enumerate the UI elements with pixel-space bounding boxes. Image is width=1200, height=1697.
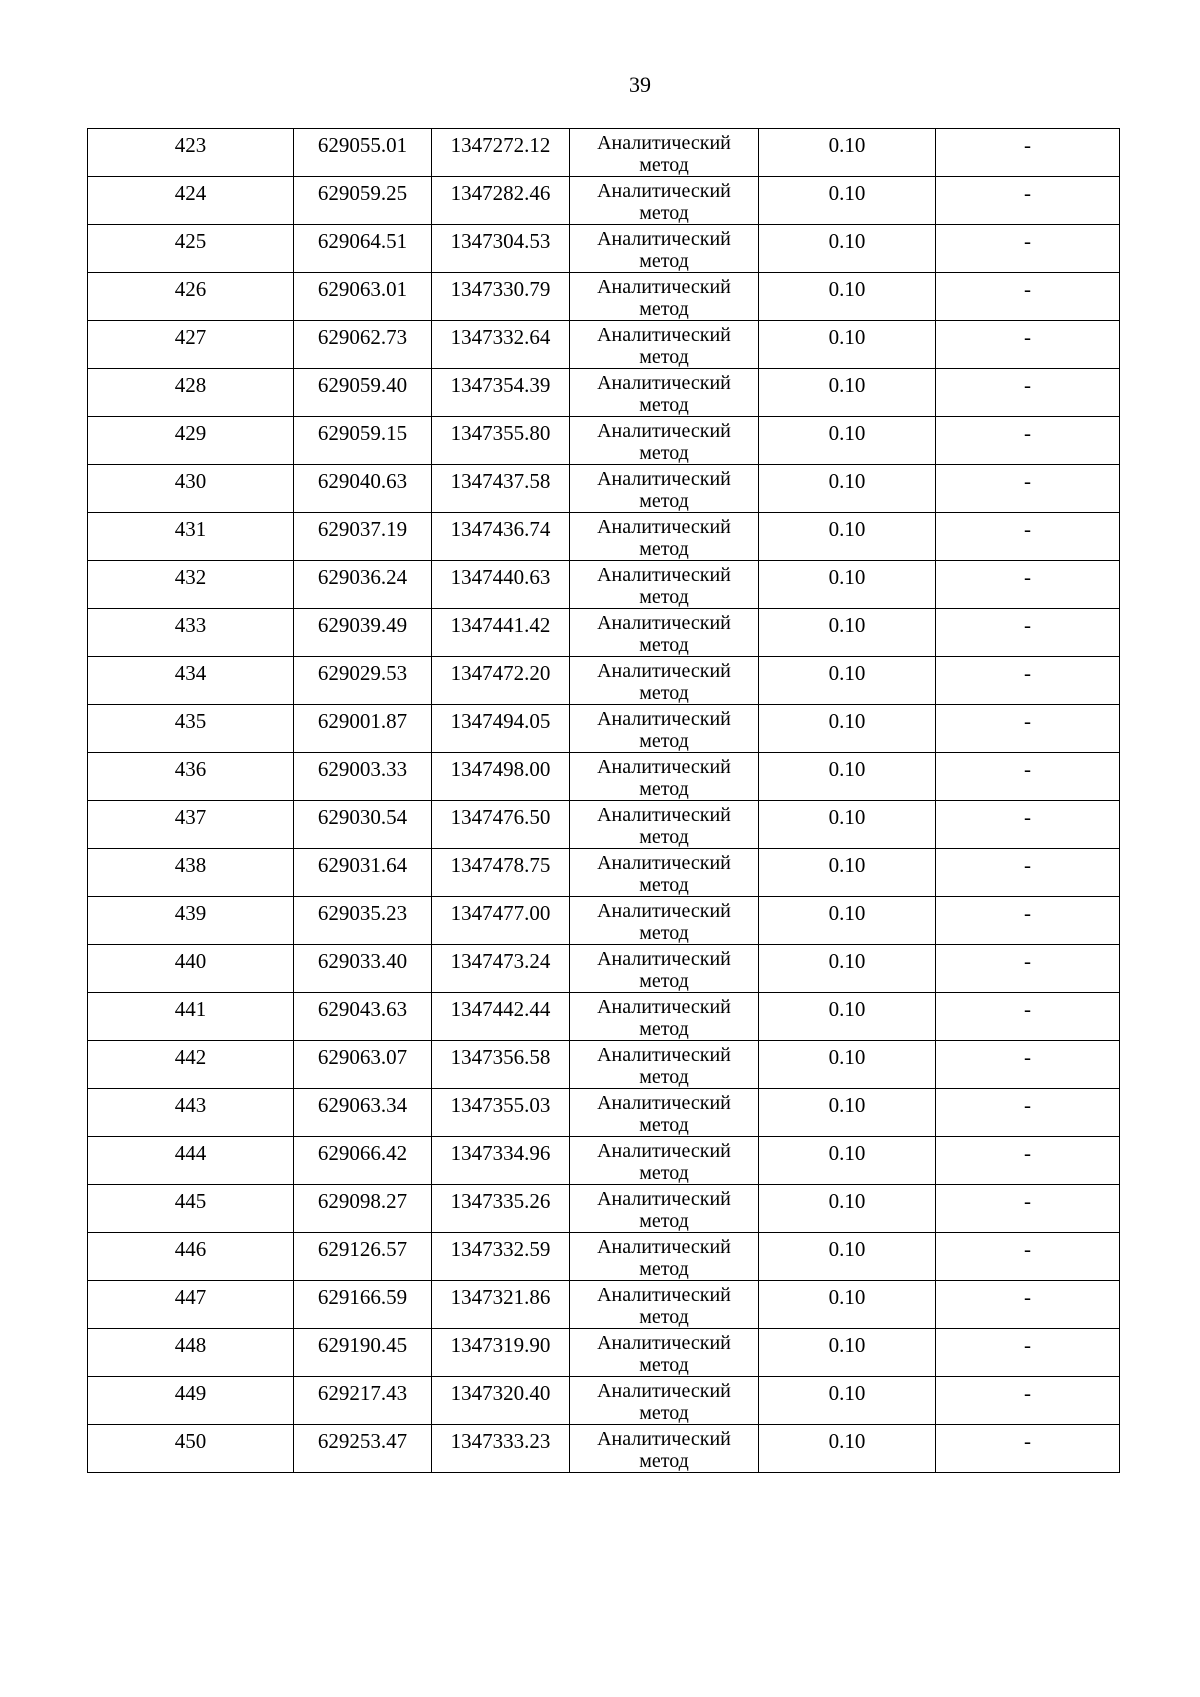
- point-number-cell: 446: [88, 1233, 294, 1281]
- note-cell: -: [936, 1233, 1120, 1281]
- y-coordinate-cell: 1347498.00: [432, 753, 570, 801]
- x-coordinate-cell: 629001.87: [294, 705, 432, 753]
- note-cell: -: [936, 273, 1120, 321]
- method-label-line2: метод: [639, 1354, 689, 1376]
- method-cell: [570, 177, 759, 225]
- method-label-line2: метод: [639, 1162, 689, 1184]
- method-label-line2: метод: [639, 1402, 689, 1424]
- x-coordinate-cell: 629003.33: [294, 753, 432, 801]
- accuracy-cell: 0.10: [759, 1185, 936, 1233]
- method-cell: [570, 1137, 759, 1185]
- method-cell: [570, 1329, 759, 1377]
- table-row: [88, 513, 1120, 561]
- y-coordinate-cell: 1347472.20: [432, 657, 570, 705]
- note-cell: -: [936, 849, 1120, 897]
- x-coordinate-cell: 629043.63: [294, 993, 432, 1041]
- method-cell: [570, 417, 759, 465]
- point-number-cell: 439: [88, 897, 294, 945]
- point-number-cell: 424: [88, 177, 294, 225]
- point-number-cell: 432: [88, 561, 294, 609]
- point-number-cell: 443: [88, 1089, 294, 1137]
- method-label-line1: Аналитический: [597, 468, 731, 490]
- accuracy-cell: 0.10: [759, 1329, 936, 1377]
- x-coordinate-cell: 629040.63: [294, 465, 432, 513]
- accuracy-cell: 0.10: [759, 1233, 936, 1281]
- method-label-line2: метод: [639, 538, 689, 560]
- table-row: [88, 561, 1120, 609]
- accuracy-cell: 0.10: [759, 225, 936, 273]
- note-cell: -: [936, 1089, 1120, 1137]
- method-cell: [570, 321, 759, 369]
- point-number-cell: 445: [88, 1185, 294, 1233]
- method-cell: [570, 609, 759, 657]
- point-number-cell: 433: [88, 609, 294, 657]
- table-row: [88, 609, 1120, 657]
- x-coordinate-cell: 629126.57: [294, 1233, 432, 1281]
- x-coordinate-cell: 629190.45: [294, 1329, 432, 1377]
- method-cell: [570, 513, 759, 561]
- method-label-line2: метод: [639, 202, 689, 224]
- method-label-line2: метод: [639, 490, 689, 512]
- y-coordinate-cell: 1347477.00: [432, 897, 570, 945]
- note-cell: -: [936, 1377, 1120, 1425]
- note-cell: -: [936, 177, 1120, 225]
- point-number-cell: 431: [88, 513, 294, 561]
- table-row: [88, 369, 1120, 417]
- accuracy-cell: 0.10: [759, 657, 936, 705]
- method-label-line2: метод: [639, 634, 689, 656]
- method-label-line1: Аналитический: [597, 660, 731, 682]
- note-cell: -: [936, 897, 1120, 945]
- x-coordinate-cell: 629059.15: [294, 417, 432, 465]
- x-coordinate-cell: 629030.54: [294, 801, 432, 849]
- y-coordinate-cell: 1347437.58: [432, 465, 570, 513]
- note-cell: -: [936, 801, 1120, 849]
- note-cell: -: [936, 1185, 1120, 1233]
- method-label-line1: Аналитический: [597, 1236, 731, 1258]
- accuracy-cell: 0.10: [759, 1137, 936, 1185]
- method-cell: [570, 561, 759, 609]
- note-cell: -: [936, 1425, 1120, 1473]
- y-coordinate-cell: 1347333.23: [432, 1425, 570, 1473]
- method-label-line1: Аналитический: [597, 276, 731, 298]
- table-row: [88, 1233, 1120, 1281]
- y-coordinate-cell: 1347332.64: [432, 321, 570, 369]
- note-cell: -: [936, 1137, 1120, 1185]
- accuracy-cell: 0.10: [759, 753, 936, 801]
- accuracy-cell: 0.10: [759, 1089, 936, 1137]
- accuracy-cell: 0.10: [759, 1377, 936, 1425]
- method-cell: [570, 801, 759, 849]
- point-number-cell: 436: [88, 753, 294, 801]
- method-label-line1: Аналитический: [597, 804, 731, 826]
- method-label-line2: метод: [639, 1450, 689, 1472]
- point-number-cell: 427: [88, 321, 294, 369]
- y-coordinate-cell: 1347473.24: [432, 945, 570, 993]
- y-coordinate-cell: 1347441.42: [432, 609, 570, 657]
- table-row: [88, 1425, 1120, 1473]
- method-cell: [570, 1377, 759, 1425]
- y-coordinate-cell: 1347440.63: [432, 561, 570, 609]
- y-coordinate-cell: 1347319.90: [432, 1329, 570, 1377]
- y-coordinate-cell: 1347320.40: [432, 1377, 570, 1425]
- table-row: [88, 273, 1120, 321]
- table-row: [88, 321, 1120, 369]
- point-number-cell: 426: [88, 273, 294, 321]
- method-cell: [570, 369, 759, 417]
- method-label-line2: метод: [639, 922, 689, 944]
- x-coordinate-cell: 629253.47: [294, 1425, 432, 1473]
- table-row: [88, 753, 1120, 801]
- table-row: [88, 993, 1120, 1041]
- point-number-cell: 449: [88, 1377, 294, 1425]
- table-row: [88, 1329, 1120, 1377]
- method-label-line2: метод: [639, 394, 689, 416]
- accuracy-cell: 0.10: [759, 1281, 936, 1329]
- method-label-line1: Аналитический: [597, 420, 731, 442]
- y-coordinate-cell: 1347476.50: [432, 801, 570, 849]
- table-row: [88, 225, 1120, 273]
- accuracy-cell: 0.10: [759, 849, 936, 897]
- x-coordinate-cell: 629059.25: [294, 177, 432, 225]
- y-coordinate-cell: 1347442.44: [432, 993, 570, 1041]
- method-cell: [570, 705, 759, 753]
- note-cell: -: [936, 369, 1120, 417]
- table-row: [88, 129, 1120, 177]
- method-cell: [570, 129, 759, 177]
- y-coordinate-cell: 1347272.12: [432, 129, 570, 177]
- note-cell: -: [936, 225, 1120, 273]
- method-label-line2: метод: [639, 1258, 689, 1280]
- table-row: [88, 1137, 1120, 1185]
- method-label-line1: Аналитический: [597, 564, 731, 586]
- x-coordinate-cell: 629066.42: [294, 1137, 432, 1185]
- x-coordinate-cell: 629031.64: [294, 849, 432, 897]
- y-coordinate-cell: 1347478.75: [432, 849, 570, 897]
- method-cell: [570, 1425, 759, 1473]
- accuracy-cell: 0.10: [759, 945, 936, 993]
- method-label-line2: метод: [639, 1306, 689, 1328]
- x-coordinate-cell: 629062.73: [294, 321, 432, 369]
- method-label-line2: метод: [639, 1210, 689, 1232]
- method-label-line1: Аналитический: [597, 1332, 731, 1354]
- y-coordinate-cell: 1347321.86: [432, 1281, 570, 1329]
- method-label-line1: Аналитический: [597, 756, 731, 778]
- note-cell: -: [936, 657, 1120, 705]
- method-label-line1: Аналитический: [597, 1092, 731, 1114]
- point-number-cell: 441: [88, 993, 294, 1041]
- accuracy-cell: 0.10: [759, 993, 936, 1041]
- method-label-line1: Аналитический: [597, 324, 731, 346]
- method-label-line1: Аналитический: [597, 996, 731, 1018]
- point-number-cell: 423: [88, 129, 294, 177]
- point-number-cell: 440: [88, 945, 294, 993]
- note-cell: -: [936, 321, 1120, 369]
- accuracy-cell: 0.10: [759, 129, 936, 177]
- coordinates-table-body: [88, 129, 1120, 1473]
- note-cell: -: [936, 1329, 1120, 1377]
- point-number-cell: 434: [88, 657, 294, 705]
- table-row: [88, 417, 1120, 465]
- x-coordinate-cell: 629039.49: [294, 609, 432, 657]
- point-number-cell: 437: [88, 801, 294, 849]
- accuracy-cell: 0.10: [759, 705, 936, 753]
- method-label-line2: метод: [639, 1114, 689, 1136]
- note-cell: -: [936, 129, 1120, 177]
- note-cell: -: [936, 753, 1120, 801]
- method-cell: [570, 1089, 759, 1137]
- y-coordinate-cell: 1347354.39: [432, 369, 570, 417]
- note-cell: -: [936, 705, 1120, 753]
- method-label-line1: Аналитический: [597, 372, 731, 394]
- y-coordinate-cell: 1347335.26: [432, 1185, 570, 1233]
- method-label-line2: метод: [639, 874, 689, 896]
- method-label-line1: Аналитический: [597, 612, 731, 634]
- point-number-cell: 447: [88, 1281, 294, 1329]
- method-cell: [570, 1185, 759, 1233]
- x-coordinate-cell: 629036.24: [294, 561, 432, 609]
- method-cell: [570, 225, 759, 273]
- accuracy-cell: 0.10: [759, 561, 936, 609]
- note-cell: -: [936, 1041, 1120, 1089]
- accuracy-cell: 0.10: [759, 1041, 936, 1089]
- x-coordinate-cell: 629035.23: [294, 897, 432, 945]
- x-coordinate-cell: 629098.27: [294, 1185, 432, 1233]
- table-row: [88, 1089, 1120, 1137]
- method-label-line1: Аналитический: [597, 708, 731, 730]
- note-cell: -: [936, 993, 1120, 1041]
- accuracy-cell: 0.10: [759, 273, 936, 321]
- accuracy-cell: 0.10: [759, 417, 936, 465]
- y-coordinate-cell: 1347282.46: [432, 177, 570, 225]
- y-coordinate-cell: 1347356.58: [432, 1041, 570, 1089]
- point-number-cell: 428: [88, 369, 294, 417]
- note-cell: -: [936, 945, 1120, 993]
- method-cell: [570, 1041, 759, 1089]
- method-label-line2: метод: [639, 250, 689, 272]
- method-label-line2: метод: [639, 154, 689, 176]
- table-row: [88, 897, 1120, 945]
- method-cell: [570, 273, 759, 321]
- point-number-cell: 444: [88, 1137, 294, 1185]
- x-coordinate-cell: 629063.07: [294, 1041, 432, 1089]
- x-coordinate-cell: 629037.19: [294, 513, 432, 561]
- method-label-line2: метод: [639, 298, 689, 320]
- method-label-line1: Аналитический: [597, 948, 731, 970]
- method-label-line2: метод: [639, 778, 689, 800]
- method-label-line1: Аналитический: [597, 1044, 731, 1066]
- x-coordinate-cell: 629059.40: [294, 369, 432, 417]
- method-label-line1: Аналитический: [597, 1284, 731, 1306]
- method-label-line1: Аналитический: [597, 852, 731, 874]
- method-label-line1: Аналитический: [597, 516, 731, 538]
- y-coordinate-cell: 1347332.59: [432, 1233, 570, 1281]
- method-label-line2: метод: [639, 1018, 689, 1040]
- accuracy-cell: 0.10: [759, 513, 936, 561]
- method-label-line1: Аналитический: [597, 1188, 731, 1210]
- point-number-cell: 435: [88, 705, 294, 753]
- note-cell: -: [936, 465, 1120, 513]
- table-row: [88, 1041, 1120, 1089]
- method-label-line1: Аналитический: [597, 132, 731, 154]
- table-row: [88, 705, 1120, 753]
- method-label-line2: метод: [639, 346, 689, 368]
- accuracy-cell: 0.10: [759, 609, 936, 657]
- method-cell: [570, 897, 759, 945]
- table-row: [88, 945, 1120, 993]
- y-coordinate-cell: 1347334.96: [432, 1137, 570, 1185]
- y-coordinate-cell: 1347330.79: [432, 273, 570, 321]
- method-cell: [570, 993, 759, 1041]
- method-cell: [570, 657, 759, 705]
- y-coordinate-cell: 1347355.03: [432, 1089, 570, 1137]
- table-row: [88, 849, 1120, 897]
- method-label-line2: метод: [639, 586, 689, 608]
- point-number-cell: 429: [88, 417, 294, 465]
- page-number: 39: [629, 72, 651, 97]
- y-coordinate-cell: 1347355.80: [432, 417, 570, 465]
- method-label-line1: Аналитический: [597, 1428, 731, 1450]
- accuracy-cell: 0.10: [759, 369, 936, 417]
- method-cell: [570, 849, 759, 897]
- method-label-line1: Аналитический: [597, 228, 731, 250]
- point-number-cell: 448: [88, 1329, 294, 1377]
- method-label-line1: Аналитический: [597, 1140, 731, 1162]
- method-label-line1: Аналитический: [597, 900, 731, 922]
- table-row: [88, 1185, 1120, 1233]
- method-label-line2: метод: [639, 442, 689, 464]
- accuracy-cell: 0.10: [759, 465, 936, 513]
- point-number-cell: 450: [88, 1425, 294, 1473]
- point-number-cell: 442: [88, 1041, 294, 1089]
- method-label-line2: метод: [639, 826, 689, 848]
- y-coordinate-cell: 1347436.74: [432, 513, 570, 561]
- table-row: [88, 1377, 1120, 1425]
- method-cell: [570, 1281, 759, 1329]
- method-cell: [570, 945, 759, 993]
- x-coordinate-cell: 629217.43: [294, 1377, 432, 1425]
- x-coordinate-cell: 629055.01: [294, 129, 432, 177]
- method-label-line1: Аналитический: [597, 180, 731, 202]
- note-cell: -: [936, 513, 1120, 561]
- accuracy-cell: 0.10: [759, 1425, 936, 1473]
- method-label-line1: Аналитический: [597, 1380, 731, 1402]
- point-number-cell: 438: [88, 849, 294, 897]
- table-row: [88, 177, 1120, 225]
- method-label-line2: метод: [639, 1066, 689, 1088]
- method-cell: [570, 465, 759, 513]
- method-cell: [570, 753, 759, 801]
- x-coordinate-cell: 629063.01: [294, 273, 432, 321]
- accuracy-cell: 0.10: [759, 897, 936, 945]
- note-cell: -: [936, 1281, 1120, 1329]
- method-label-line2: метод: [639, 682, 689, 704]
- point-number-cell: 425: [88, 225, 294, 273]
- table-row: [88, 1281, 1120, 1329]
- coordinates-table: [87, 128, 1120, 1473]
- x-coordinate-cell: 629029.53: [294, 657, 432, 705]
- note-cell: -: [936, 561, 1120, 609]
- method-label-line2: метод: [639, 730, 689, 752]
- method-label-line2: метод: [639, 970, 689, 992]
- x-coordinate-cell: 629064.51: [294, 225, 432, 273]
- note-cell: -: [936, 417, 1120, 465]
- table-row: [88, 801, 1120, 849]
- note-cell: -: [936, 609, 1120, 657]
- accuracy-cell: 0.10: [759, 801, 936, 849]
- x-coordinate-cell: 629166.59: [294, 1281, 432, 1329]
- x-coordinate-cell: 629033.40: [294, 945, 432, 993]
- y-coordinate-cell: 1347494.05: [432, 705, 570, 753]
- y-coordinate-cell: 1347304.53: [432, 225, 570, 273]
- accuracy-cell: 0.10: [759, 177, 936, 225]
- accuracy-cell: 0.10: [759, 321, 936, 369]
- x-coordinate-cell: 629063.34: [294, 1089, 432, 1137]
- table-row: [88, 465, 1120, 513]
- table-row: [88, 657, 1120, 705]
- method-cell: [570, 1233, 759, 1281]
- point-number-cell: 430: [88, 465, 294, 513]
